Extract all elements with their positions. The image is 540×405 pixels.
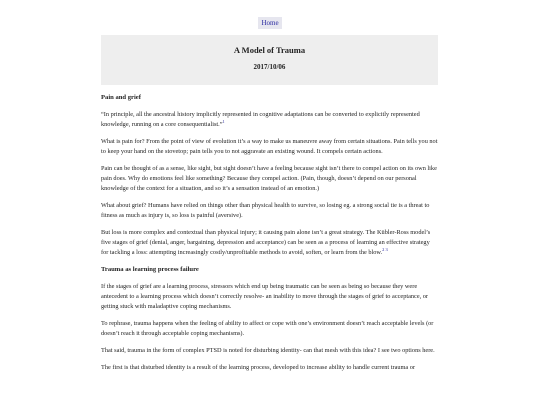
section-heading-pain-and-grief: Pain and grief	[101, 94, 141, 101]
post-date: 2017/10/06	[253, 63, 286, 71]
top-nav	[0, 12, 540, 30]
page-title: A Model of Trauma	[233, 45, 306, 55]
paragraph: The first is that disturbed identity is a result of the learning process, developed to increase ability to handle current trauma or	[101, 364, 416, 371]
section-heading-trauma: Trauma as learning process failure	[101, 266, 199, 273]
footnote-link-2[interactable]: 2	[382, 246, 385, 252]
article-header	[101, 35, 438, 85]
footnote-link-3[interactable]: 3	[385, 246, 388, 252]
paragraph-text: “In principle, all the ancestral history implicitly represented in cognitive adaptations can be converted to explicitly represented knowledge, running on a core consequentialist.”	[101, 111, 420, 128]
paragraph: What about grief? Humans have relied on things other than physical health to survive, so losing eg. a strong social tie is a threat to fitness as much as injury is, so loss is painful (aversive).	[101, 202, 430, 219]
paragraph: If the stages of grief are a learning process, stressors which end up being traumatic can be seen as being so because they were antecedent to a learning process which doesn’t correctly resolve- an inability to move through the stages of grief to acceptance, or getting stuck with maladaptive coping mechanisms.	[101, 283, 429, 310]
paragraph: To rephrase, trauma happens when the feeling of ability to affect or cope with one’s environment doesn’t reach acceptable levels (or doesn’t reach it through acceptable coping mechanisms).	[101, 320, 434, 337]
article-body	[101, 93, 438, 380]
paragraph: What is pain for? From the point of view of evolution it’s a way to make us maneuvre away from certain situations. Pain tells you not to keep your hand on the stovetop; pain tells you to not aggravate an existing wound. It compels certain actions.	[101, 138, 438, 155]
paragraph-quote	[101, 110, 438, 130]
paragraph: Pain can be thought of as a sense, like sight, but sight doesn’t have a feeling because sight isn’t there to compel action on its own like pain does. Why do emotions feel like something? Because they compel action. (Pain, though, doesn’t depend on our personal knowledge of the context for a situation, and so it’s a sensation instead of an emotion.)	[101, 165, 437, 192]
paragraph-kubler-ross	[101, 228, 438, 258]
home-link[interactable]: Home	[258, 17, 281, 29]
paragraph-text: But loss is more complex and contextual than physical injury; it causing pain alone isn’t a great strategy. The Kübler-Ross model’s five stages of grief (denial, anger, bargaining, depression and acceptance) can be seen as a process of learning an effective strategy for tackling a loss: attempting increasingly costly/unprofitable methods to avoid, soften, or learn from the blow.	[101, 229, 431, 256]
paragraph: That said, trauma in the form of complex PTSD is noted for disturbing identity- can that mesh with this idea? I see two options here.	[101, 347, 435, 354]
footnote-link-1[interactable]: 1	[222, 118, 225, 124]
